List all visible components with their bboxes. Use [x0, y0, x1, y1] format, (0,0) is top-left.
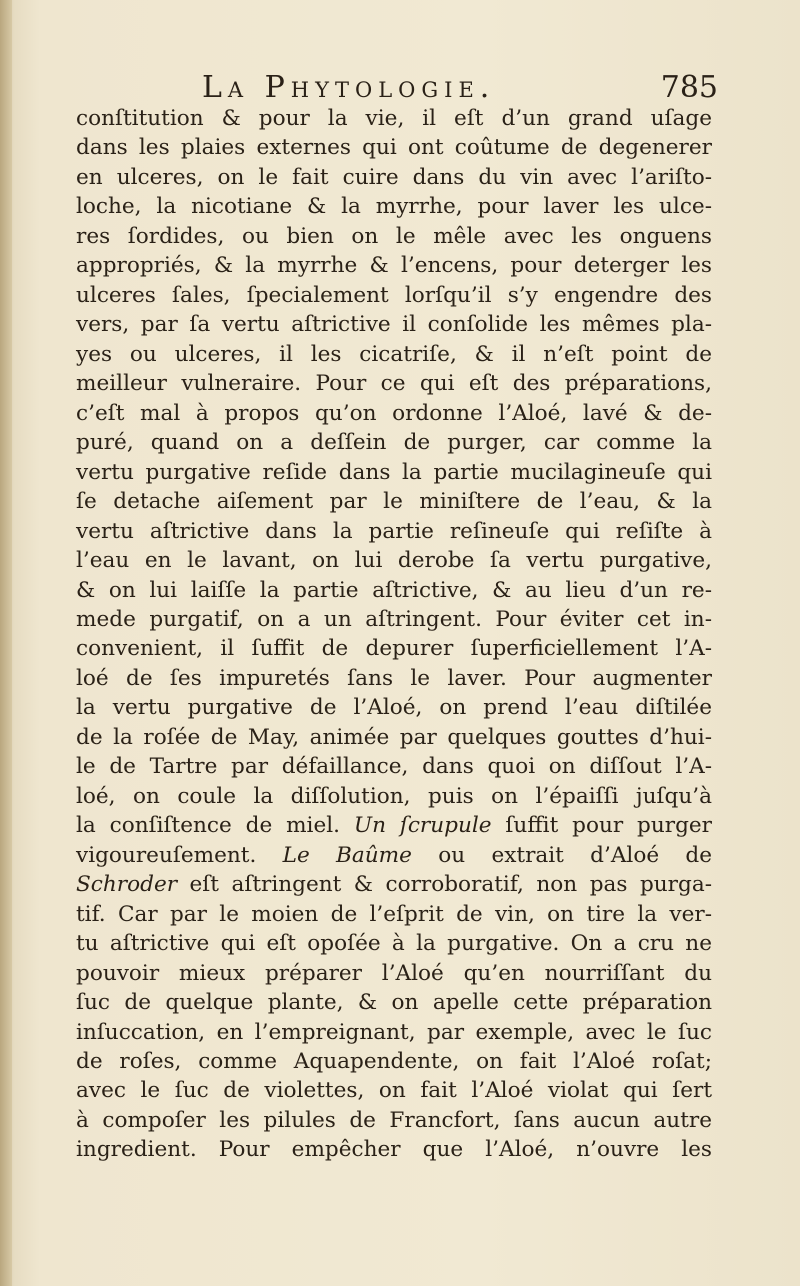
text-segment: ſuc de quelque plante, & on apelle cette préparation — [76, 990, 712, 1016]
text-line — [76, 281, 712, 310]
text-line — [76, 782, 712, 811]
text-line — [76, 634, 712, 663]
running-title: La Phytologie. — [202, 70, 496, 105]
text-segment: loé de ſes impuretés ſans le laver. Pour augmenter — [76, 665, 712, 691]
text-line — [76, 458, 712, 487]
page-number: 785 — [660, 70, 718, 105]
text-line — [76, 664, 712, 693]
text-line — [76, 811, 712, 840]
text-line — [76, 517, 712, 546]
text-line — [76, 428, 712, 457]
text-line — [76, 870, 712, 899]
text-segment: mede purgatif, on a un aſtringent. Pour éviter cet in- — [76, 606, 712, 632]
text-line — [76, 251, 712, 280]
text-segment: inſuccation, en l’empreignant, par exemple, avec le ſuc — [76, 1019, 712, 1045]
text-line — [76, 369, 712, 398]
text-segment: ſuffit pour purger — [491, 813, 713, 839]
text-segment: de roſes, comme Aquapendente, on fait l’Aloé roſat; — [76, 1049, 712, 1074]
text-segment: de la roſée de May, animée par quelques gouttes d’hui- — [76, 724, 712, 750]
text-line — [76, 399, 712, 428]
text-line — [76, 340, 712, 369]
text-line — [76, 841, 712, 870]
text-line — [76, 1047, 712, 1076]
text-segment: tu aſtrictive qui eſt opoſée à la purgative. On a cru ne — [76, 931, 712, 957]
text-segment: avec le ſuc de violettes, on fait l’Aloé violat qui ſert — [76, 1078, 712, 1104]
text-segment: ingredient. Pour empêcher que l’Aloé, n’ouvre les — [76, 1137, 712, 1163]
text-segment: à compoſer les pilules de Francfort, ſans aucun autre — [76, 1107, 712, 1133]
text-line — [76, 163, 712, 192]
body-text — [76, 104, 712, 1165]
text-segment: la vertu purgative de l’Aloé, on prend l’eau diſtilée — [76, 695, 712, 721]
text-line — [76, 900, 712, 929]
text-line — [76, 605, 712, 634]
italic-segment: Schroder — [76, 872, 178, 898]
text-line — [76, 133, 712, 162]
text-line — [76, 929, 712, 958]
text-segment: ou extrait d’Aloé de — [411, 842, 713, 868]
text-segment: yes ou ulceres, il les cicatriſe, & il n’eſt point de — [76, 341, 712, 367]
text-line — [76, 693, 712, 722]
text-line — [76, 546, 712, 575]
text-segment: vigoureuſement. — [76, 842, 283, 868]
text-segment: vertu aſtrictive dans la partie reſineuſe qui reſiſte à — [76, 518, 712, 544]
text-segment: l’eau en le lavant, on lui derobe ſa vertu purgative, — [76, 548, 712, 574]
text-segment: c’eſt mal à propos qu’on ordonne l’Aloé, lavé & de- — [76, 400, 712, 426]
text-line — [76, 192, 712, 221]
text-segment: loche, la nicotiane & la myrrhe, pour laver les ulce- — [76, 194, 712, 220]
text-segment: vertu purgative reſide dans la partie mucilagineuſe qui — [76, 459, 712, 485]
text-segment: eſt aſtringent & corroboratif, non pas purga- — [177, 872, 712, 898]
text-line — [76, 576, 712, 605]
text-segment: conſtitution & pour la vie, il eſt d’un grand uſage — [76, 106, 712, 131]
text-line — [76, 959, 712, 988]
text-line — [76, 104, 712, 133]
text-line — [76, 310, 712, 339]
text-segment: tif. Car par le moien de l’eſprit de vin, on tire la ver- — [76, 901, 712, 927]
text-segment: ulceres ſales, ſpecialement lorſqu’il s’y engendre des — [76, 282, 712, 308]
text-segment: vers, par ſa vertu aſtrictive il conſolide les mêmes pla- — [76, 312, 712, 338]
text-segment: la conſiſtence de miel. — [76, 813, 354, 839]
text-line — [76, 1076, 712, 1105]
italic-segment: Le Baûme — [282, 842, 412, 868]
text-segment: appropriés, & la myrrhe & l’encens, pour deterger les — [76, 253, 712, 279]
text-line — [76, 1135, 712, 1164]
text-line — [76, 1106, 712, 1135]
text-segment: convenient, il ſuffit de depurer ſuperficiellement l’A- — [76, 636, 712, 662]
text-segment: loé, on coule la diſſolution, puis on l’épaiſſi juſqu’à — [76, 783, 712, 809]
text-segment: en ulceres, on le fait cuire dans du vin avec l’ariſto- — [76, 164, 712, 190]
text-line — [76, 752, 712, 781]
text-segment: meilleur vulneraire. Pour ce qui eſt des préparations, — [76, 371, 712, 397]
text-segment: pouvoir mieux préparer l’Aloé qu’en nourriſſant du — [76, 960, 712, 986]
text-line — [76, 1018, 712, 1047]
text-segment: & on lui laiſſe la partie aſtrictive, & au lieu d’un re- — [76, 577, 712, 603]
text-line — [76, 723, 712, 752]
text-line — [76, 988, 712, 1017]
text-segment: dans les plaies externes qui ont coûtume de degenerer — [76, 135, 712, 161]
italic-segment: Un ſcrupule — [353, 813, 492, 839]
text-line — [76, 487, 712, 516]
text-line — [76, 222, 712, 251]
text-segment: ſe detache aiſement par le miniſtere de l’eau, & la — [76, 489, 712, 515]
text-segment: le de Tartre par défaillance, dans quoi on diſſout l’A- — [76, 754, 712, 780]
page-spine-edge — [0, 0, 12, 1286]
text-segment: puré, quand on a deſſein de purger, car comme la — [76, 430, 712, 456]
text-segment: res ſordides, ou bien on le mêle avec les onguens — [76, 223, 712, 249]
